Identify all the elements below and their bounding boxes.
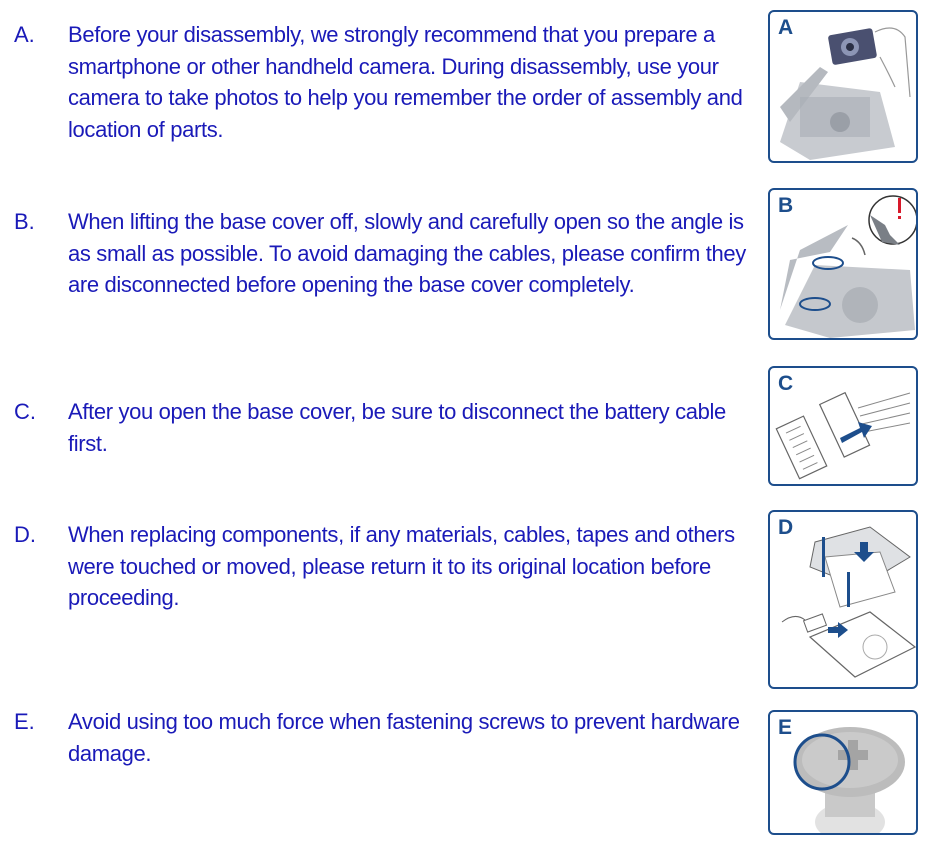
screw-head-icon	[770, 712, 918, 835]
item-letter: B.	[14, 209, 35, 234]
figure-label: D	[778, 516, 794, 539]
figure-label: B	[778, 194, 794, 217]
instruction-a	[0, 19, 760, 149]
figure-d	[768, 510, 918, 689]
item-letter: C.	[14, 399, 36, 424]
figure-e	[768, 710, 918, 835]
item-text: When replacing components, if any materials, cables, tapes and others were touched or moved, please return it to its original location before proceeding.	[68, 522, 735, 610]
item-text: Avoid using too much force when fastening screws to prevent hardware damage.	[68, 709, 740, 766]
item-letter: A.	[14, 22, 35, 47]
item-letter: D.	[14, 522, 36, 547]
figure-label: C	[778, 372, 794, 395]
figure-label: E	[778, 716, 793, 739]
instruction-e	[0, 706, 760, 770]
figure-c	[768, 366, 918, 486]
figure-label: A	[778, 16, 794, 39]
item-text: When lifting the base cover off, slowly and carefully open so the angle is as small as possible. To avoid damaging the cables, please confirm they are disconnected before opening the base cover completely.	[68, 209, 746, 297]
instruction-c	[0, 396, 760, 460]
item-text: After you open the base cover, be sure to disconnect the battery cable first.	[68, 399, 726, 456]
instruction-d	[0, 519, 760, 615]
figure-a	[768, 10, 918, 163]
item-letter: E.	[14, 709, 35, 734]
item-text: Before your disassembly, we strongly recommend that you prepare a smartphone or other handheld camera. During disassembly, use your camera to take photos to help you remember the order of assembly and location of parts.	[68, 22, 743, 142]
figure-b	[768, 188, 918, 340]
instruction-b	[0, 206, 760, 336]
